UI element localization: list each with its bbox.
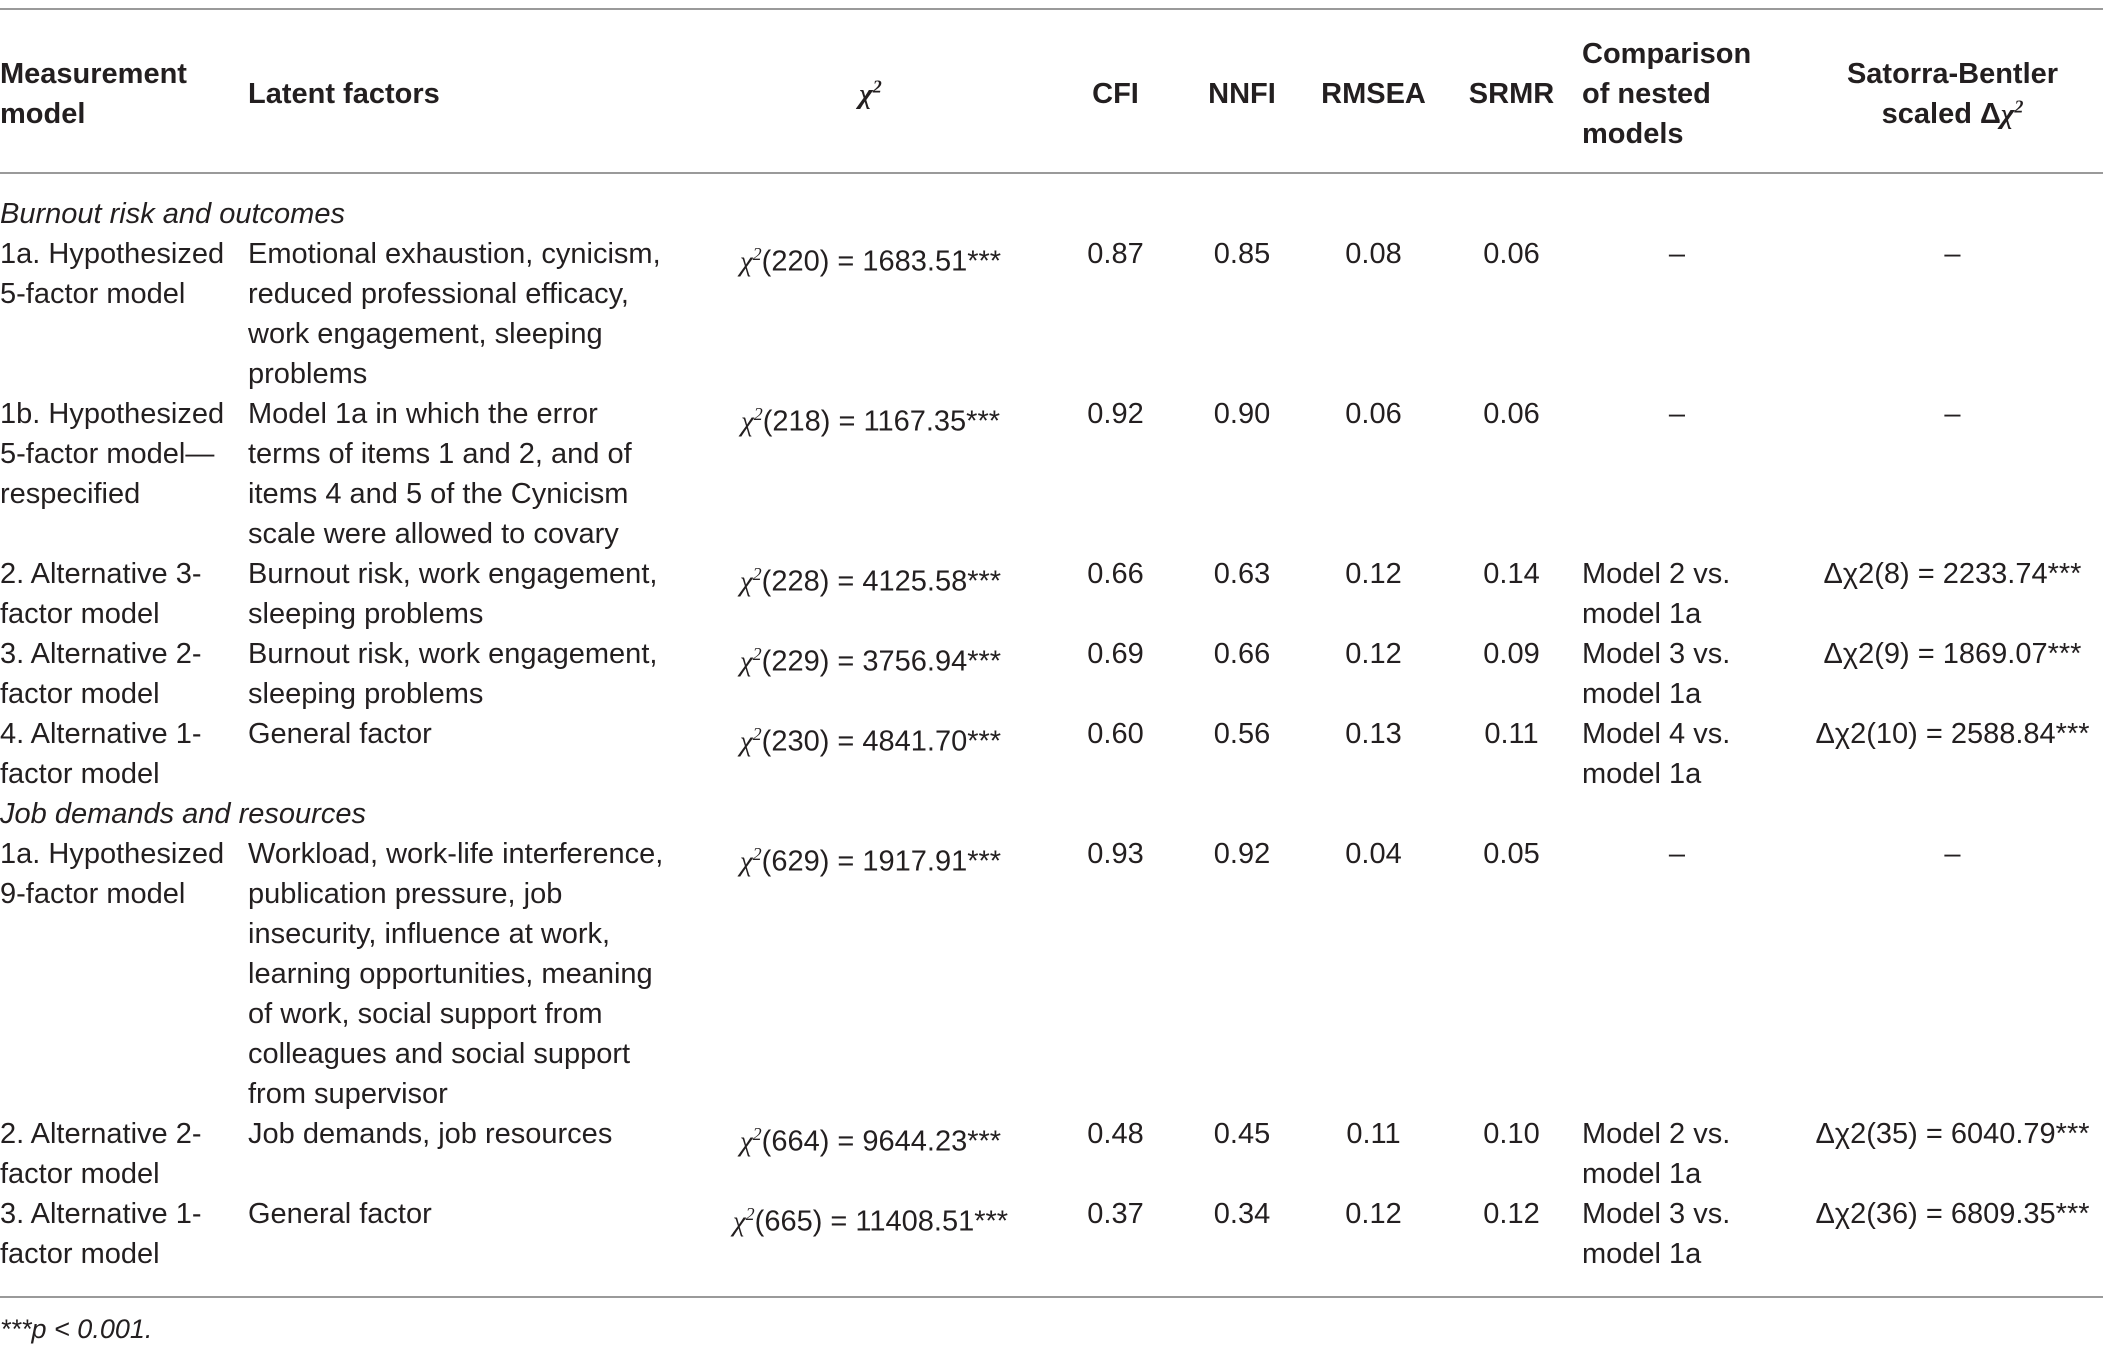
chi-sup: 2	[752, 564, 762, 584]
cell-nnfi: 0.90	[1213, 398, 1271, 430]
cell-cfi: 0.60	[1087, 718, 1144, 750]
table-row	[0, 394, 2103, 554]
cell-nnfi: 0.92	[1213, 838, 1271, 870]
header-sb-chi-symbol: χ	[2000, 98, 2015, 130]
cell-satorra-bentler: Δχ2(36) = 6809.35***	[1802, 1194, 2103, 1297]
cell-latent-factors: Workload, work-life interference, publication pressure, job insecurity, influence at work, learning opportunities, meaning of work, social support from colleagues and social support from supervisor	[248, 838, 664, 1110]
cell-nnfi: 0.34	[1178, 1194, 1306, 1297]
chi-symbol: χ	[739, 565, 753, 598]
cell-measurement-model: 3. Alternative 2-factor model	[0, 638, 202, 710]
cell-measurement-model: 2. Alternative 2-factor model	[0, 1118, 202, 1190]
chi-symbol: χ	[739, 245, 753, 278]
cell-measurement-model: 3. Alternative 1-factor model	[0, 1194, 248, 1297]
cell-latent-factors: Model 1a in which the error terms of items 1 and 2, and of items 4 and 5 of the Cynicism scale were allowed to covary	[248, 398, 632, 550]
chi-value: (230) = 4841.70***	[761, 725, 1002, 758]
cell-satorra-bentler: Δχ2(10) = 2588.84***	[1815, 718, 2090, 750]
table-row	[0, 234, 2103, 394]
cell-cfi: 0.87	[1087, 238, 1144, 270]
cell-satorra-bentler: Δχ2(9) = 1869.07***	[1823, 638, 2082, 670]
cell-latent-factors: Burnout risk, work engagement, sleeping problems	[248, 638, 658, 710]
section-row	[0, 173, 2103, 234]
section-row	[0, 794, 2103, 834]
cell-latent-factors: General factor	[248, 718, 432, 750]
cell-cfi: 0.92	[1087, 398, 1144, 430]
header-chi-square	[688, 9, 1053, 173]
table-row	[0, 834, 2103, 1114]
chi-sup: 2	[745, 1204, 755, 1224]
cell-srmr: 0.06	[1483, 238, 1540, 270]
cell-cfi: 0.37	[1053, 1194, 1178, 1297]
cell-cfi: 0.66	[1087, 558, 1144, 590]
table-row	[0, 1194, 2103, 1297]
cell-srmr: 0.06	[1483, 398, 1540, 430]
cell-rmsea: 0.11	[1346, 1118, 1401, 1150]
chi-value: (629) = 1917.91***	[761, 845, 1002, 878]
table-row	[0, 714, 2103, 794]
header-measurement-model: Measurement model	[0, 9, 248, 173]
chi-value: (229) = 3756.94***	[761, 645, 1002, 678]
header-row	[0, 9, 2103, 173]
cell-srmr: 0.14	[1483, 558, 1540, 590]
chi-value: (665) = 11408.51***	[754, 1205, 1009, 1238]
chi-sup: 2	[752, 724, 762, 744]
section-title: Burnout risk and outcomes	[0, 198, 345, 230]
fit-indices-table	[0, 8, 2103, 1298]
cell-srmr: 0.12	[1441, 1194, 1582, 1297]
cell-comparison: –	[1668, 838, 1686, 870]
table-footnote: ***p < 0.001.	[0, 1314, 153, 1344]
cell-srmr: 0.10	[1483, 1118, 1540, 1150]
chi-symbol: χ	[739, 845, 753, 878]
cell-rmsea: 0.12	[1345, 638, 1402, 670]
cell-measurement-model: 4. Alternative 1-factor model	[0, 718, 202, 790]
header-comparison: Comparison of nested models	[1582, 9, 1802, 173]
cell-cfi: 0.93	[1087, 838, 1144, 870]
header-sb-line1: Satorra-Bentler	[1846, 58, 2059, 90]
cell-chi-square	[688, 1194, 1053, 1297]
cell-nnfi: 0.56	[1213, 718, 1271, 750]
chi-value: (218) = 1167.35***	[762, 405, 1001, 438]
chi-symbol: χ	[739, 1125, 753, 1158]
chi-sup: 2	[752, 1124, 762, 1144]
header-nnfi: NNFI	[1178, 9, 1306, 173]
cell-satorra-bentler: Δχ2(8) = 2233.74***	[1823, 558, 2082, 590]
chi-sup: 2	[752, 844, 762, 864]
chi-value: (664) = 9644.23***	[761, 1125, 1002, 1158]
cell-latent-factors: Emotional exhaustion, cynicism, reduced professional efficacy, work engagement, sleeping problems	[248, 238, 661, 390]
chi-symbol: χ	[739, 645, 753, 678]
table-row	[0, 1114, 2103, 1194]
cell-rmsea: 0.06	[1345, 398, 1402, 430]
header-sb-line2-prefix: scaled Δ	[1881, 98, 2001, 130]
cell-measurement-model: 1b. Hypothesized 5-factor model—respecified	[0, 398, 225, 510]
cell-comparison: Model 4 vs. model 1a	[1582, 718, 1731, 790]
chi-value: (228) = 4125.58***	[761, 565, 1002, 598]
chi-symbol: χ	[739, 725, 753, 758]
cell-latent-factors: Job demands, job resources	[248, 1118, 613, 1150]
cell-srmr: 0.09	[1483, 638, 1540, 670]
header-satorra-bentler	[1802, 9, 2103, 173]
cell-rmsea: 0.08	[1345, 238, 1402, 270]
header-chi-sup: 2	[872, 76, 882, 97]
table-row	[0, 634, 2103, 714]
cell-chi-square	[688, 714, 1053, 794]
cell-measurement-model: 2. Alternative 3-factor model	[0, 558, 202, 630]
cell-satorra-bentler: –	[1944, 838, 1961, 870]
chi-symbol: χ	[732, 1205, 746, 1238]
chi-symbol: χ	[740, 405, 754, 438]
chi-sup: 2	[752, 244, 762, 264]
cell-cfi: 0.69	[1087, 638, 1144, 670]
cell-chi-square	[688, 234, 1053, 394]
header-sb-chi-sup: 2	[2014, 96, 2024, 117]
cell-rmsea: 0.12	[1306, 1194, 1441, 1297]
header-chi-symbol: χ	[859, 78, 873, 110]
cell-srmr: 0.11	[1484, 718, 1539, 750]
cell-cfi: 0.48	[1087, 1118, 1144, 1150]
table-row	[0, 554, 2103, 634]
cell-satorra-bentler: –	[1944, 238, 1961, 270]
table-container	[0, 8, 2103, 1345]
cell-latent-factors: General factor	[248, 1194, 688, 1297]
cell-measurement-model: 1a. Hypothesized 5-factor model	[0, 238, 225, 310]
cell-nnfi: 0.85	[1213, 238, 1271, 270]
cell-nnfi: 0.66	[1213, 638, 1271, 670]
header-srmr: SRMR	[1441, 9, 1582, 173]
cell-nnfi: 0.63	[1213, 558, 1271, 590]
cell-comparison: Model 3 vs. model 1a	[1582, 1194, 1802, 1297]
cell-chi-square	[688, 1114, 1053, 1194]
cell-nnfi: 0.45	[1213, 1118, 1271, 1150]
cell-measurement-model: 1a. Hypothesized 9-factor model	[0, 838, 225, 910]
section-title: Job demands and resources	[0, 798, 366, 830]
cell-comparison: –	[1668, 238, 1686, 270]
chi-value: (220) = 1683.51***	[761, 245, 1002, 278]
cell-rmsea: 0.13	[1345, 718, 1402, 750]
table-body	[0, 173, 2103, 1297]
header-rmsea: RMSEA	[1306, 9, 1441, 173]
cell-comparison: Model 2 vs. model 1a	[1582, 1118, 1731, 1190]
cell-comparison: –	[1668, 398, 1686, 430]
cell-chi-square	[688, 394, 1053, 554]
cell-chi-square	[688, 834, 1053, 1114]
cell-rmsea: 0.12	[1345, 558, 1402, 590]
cell-satorra-bentler: Δχ2(35) = 6040.79***	[1815, 1118, 2090, 1150]
chi-sup: 2	[753, 404, 763, 424]
chi-sup: 2	[752, 644, 762, 664]
cell-chi-square	[688, 634, 1053, 714]
cell-latent-factors: Burnout risk, work engagement, sleeping problems	[248, 558, 658, 630]
cell-comparison: Model 3 vs. model 1a	[1582, 638, 1731, 710]
header-cfi: CFI	[1053, 9, 1178, 173]
cell-satorra-bentler: –	[1944, 398, 1961, 430]
cell-chi-square	[688, 554, 1053, 634]
cell-rmsea: 0.04	[1345, 838, 1402, 870]
cell-srmr: 0.05	[1483, 838, 1540, 870]
cell-comparison: Model 2 vs. model 1a	[1582, 558, 1731, 630]
header-latent-factors: Latent factors	[248, 9, 688, 173]
